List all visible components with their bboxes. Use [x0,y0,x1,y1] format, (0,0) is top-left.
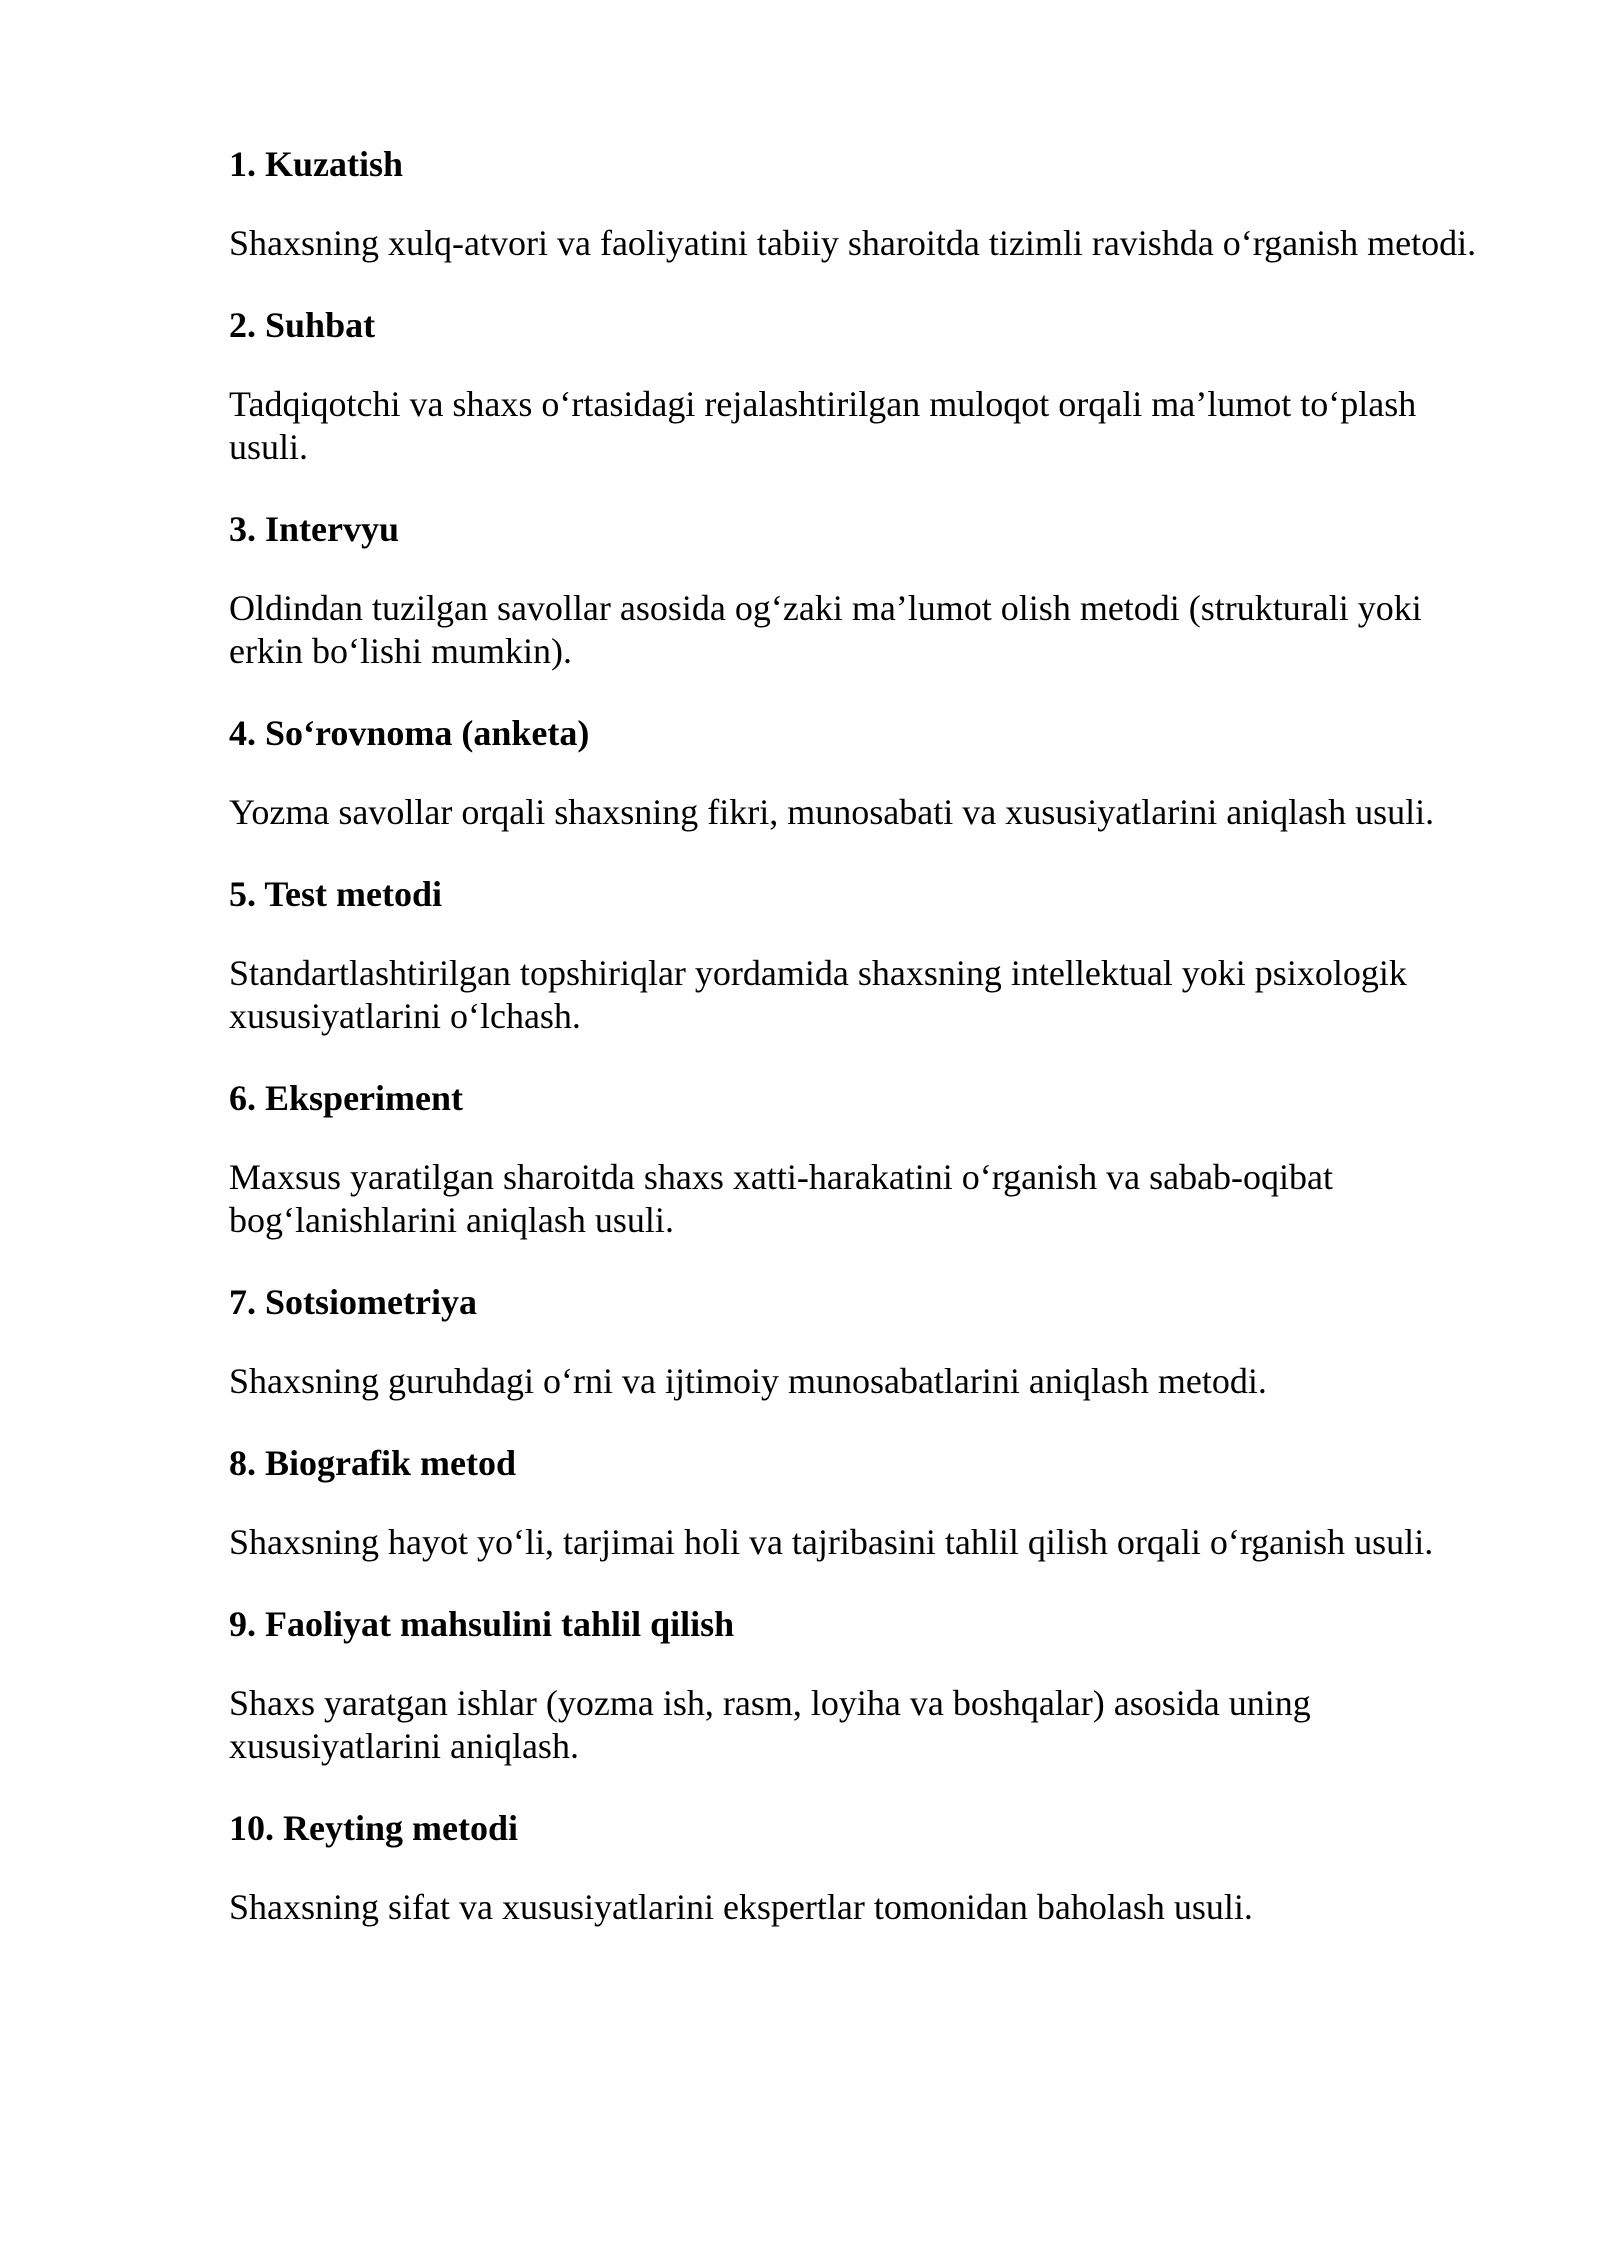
method-section [229,1278,1479,1403]
method-section [229,870,1479,1038]
section-heading: 3. Intervyu [229,509,399,549]
section-heading: 9. Faoliyat mahsulini tahlil qilish [229,1604,735,1644]
section-text: Yozma savollar orqali shaxsning fikri, munosabati va xususiyatlarini aniqlash usuli. [229,792,1435,832]
section-text: Shaxsning xulq-atvori va faoliyatini tabiiy sharoitda tizimli ravishda o‘rganish metodi. [229,223,1477,263]
section-heading: 2. Suhbat [229,305,376,345]
section-text: Shaxsning guruhdagi o‘rni va ijtimoiy munosabatlarini aniqlash metodi. [229,1361,1267,1401]
section-heading: 1. Kuzatish [229,144,404,184]
section-text: Shaxs yaratgan ishlar (yozma ish, rasm, loyiha va boshqalar) asosida uning xususiyatlarini aniqlash. [229,1683,1311,1766]
section-text: Maxsus yaratilgan sharoitda shaxs xatti-harakatini o‘rganish va sabab-oqibat bog‘lanishlarini aniqlash usuli. [229,1157,1334,1240]
section-text: Standartlashtirilgan topshiriqlar yordamida shaxsning intellektual yoki psixologik xususiyatlarini o‘lchash. [229,953,1407,1036]
section-heading: 7. Sotsiometriya [229,1282,477,1322]
method-section [229,1804,1479,1929]
section-text: Shaxsning hayot yo‘li, tarjimai holi va tajribasini tahlil qilish orqali o‘rganish usuli. [229,1522,1434,1562]
section-text: Tadqiqotchi va shaxs o‘rtasidagi rejalashtirilgan muloqot orqali ma’lumot to‘plash usuli. [229,384,1417,467]
method-section [229,709,1479,834]
section-heading: 5. Test metodi [229,874,443,914]
section-text: Oldindan tuzilgan savollar asosida og‘zaki ma’lumot olish metodi (strukturali yoki erkin bo‘lishi mumkin). [229,588,1422,671]
method-section [229,301,1479,469]
method-section [229,1439,1479,1564]
section-heading: 10. Reyting metodi [229,1808,518,1848]
method-section [229,1074,1479,1242]
method-section [229,505,1479,673]
section-text: Shaxsning sifat va xususiyatlarini ekspertlar tomonidan baholash usuli. [229,1887,1253,1927]
section-heading: 6. Eksperiment [229,1078,463,1118]
document-page [229,140,1479,1965]
section-heading: 4. So‘rovnoma (anketa) [229,713,590,753]
section-heading: 8. Biografik metod [229,1443,516,1483]
method-section [229,1600,1479,1768]
method-section [229,140,1479,265]
